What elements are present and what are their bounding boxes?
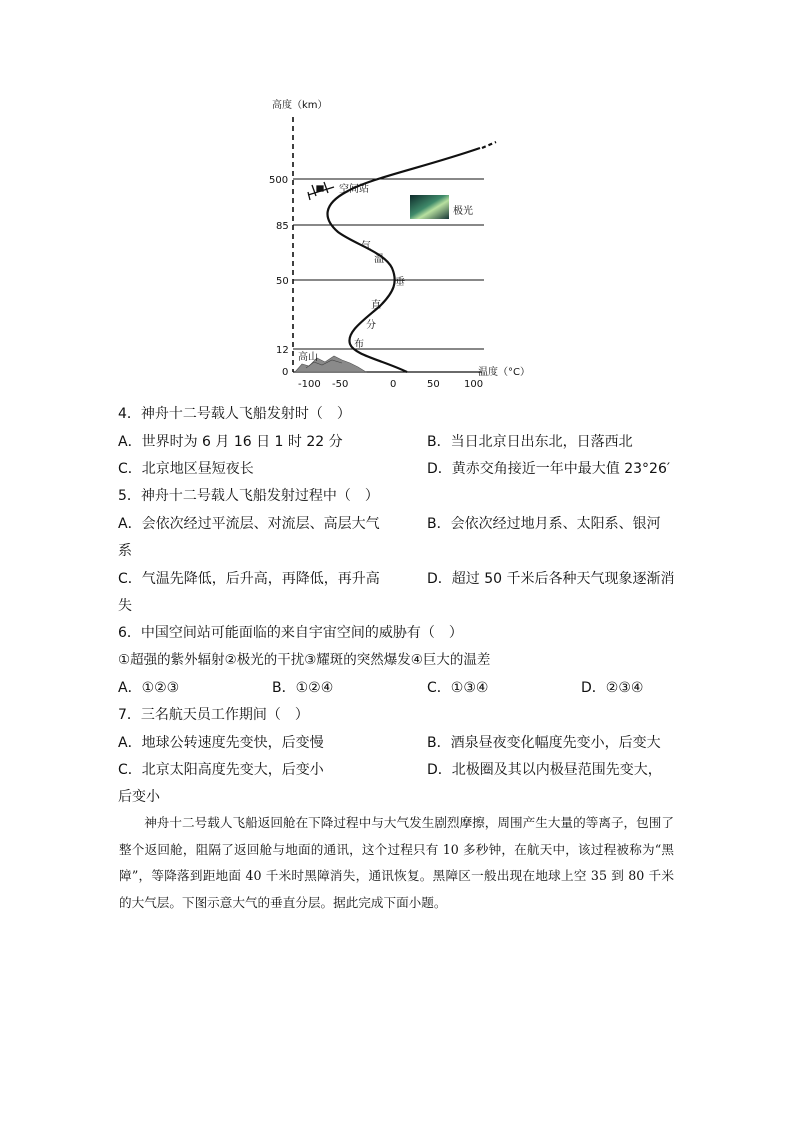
question-4-option-c[interactable]: C．北京地区昼短夜长	[118, 461, 254, 477]
atmosphere-figure	[262, 92, 542, 390]
y-axis-label: 高度（km）	[272, 100, 328, 111]
question-6-option-c[interactable]: C．①③④	[427, 680, 489, 696]
question-4-option-b[interactable]: B．当日北京日出东北，日落西北	[427, 434, 633, 450]
question-7-stem: 7．三名航天员工作期间（ ）	[118, 707, 309, 723]
x-tick-minus100: -100	[298, 379, 321, 390]
mountain-label: 高山	[298, 352, 318, 363]
y-tick-500: 500	[269, 175, 289, 186]
curve-char-1: 气	[361, 241, 371, 252]
question-5-option-c[interactable]: C．气温先降低，后升高，再降低，再升高	[118, 571, 380, 587]
question-5-option-a[interactable]: A．会依次经过平流层、对流层、高层大气	[118, 516, 380, 532]
temperature-curve	[328, 148, 480, 372]
x-axis-label: 温度（°C）	[478, 367, 530, 378]
question-6-option-d[interactable]: D．②③④	[581, 680, 644, 696]
question-6-option-b[interactable]: B．①②④	[272, 680, 334, 696]
curve-extension	[482, 142, 496, 148]
question-5-option-b[interactable]: B．会依次经过地月系、太阳系、银河	[427, 516, 661, 532]
question-5-stem: 5．神舟十二号载人飞船发射过程中（ ）	[118, 488, 379, 504]
x-tick-50: 50	[427, 379, 440, 390]
question-7-option-a[interactable]: A．地球公转速度先变快，后变慢	[118, 735, 324, 751]
space-station-label: 空间站	[339, 184, 369, 195]
curve-char-2: 温	[374, 254, 384, 265]
y-tick-0: 0	[282, 367, 289, 378]
question-6-option-a[interactable]: A．①②③	[118, 680, 180, 696]
y-tick-85: 85	[276, 221, 289, 232]
x-tick-0: 0	[390, 379, 397, 390]
aurora-label: 极光	[453, 206, 473, 217]
question-4-option-d[interactable]: D．黄赤交角接近一年中最大值 23°26′	[427, 461, 671, 477]
reading-passage	[119, 810, 674, 916]
aurora-image	[410, 195, 449, 219]
x-tick-100: 100	[464, 379, 484, 390]
y-tick-12: 12	[276, 345, 289, 356]
curve-char-3: 垂	[395, 277, 405, 288]
question-4-option-a[interactable]: A．世界时为 6 月 16 日 1 时 22 分	[118, 434, 343, 450]
question-5-option-a-cont: 系	[118, 543, 132, 559]
question-7-option-d-cont: 后变小	[118, 789, 160, 805]
question-4-stem: 4．神舟十二号载人飞船发射时（ ）	[118, 406, 351, 422]
y-tick-50: 50	[276, 276, 289, 287]
curve-char-5: 分	[366, 320, 376, 331]
question-7-option-d[interactable]: D．北极圈及其以内极昼范围先变大，	[427, 762, 662, 778]
curve-char-6: 布	[354, 339, 364, 350]
space-station-icon	[308, 182, 334, 200]
question-5-option-d[interactable]: D．超过 50 千米后各种天气现象逐渐消	[427, 571, 675, 587]
question-7-option-b[interactable]: B．酒泉昼夜变化幅度先变小，后变大	[427, 735, 661, 751]
question-6-stem: 6．中国空间站可能面临的来自宇宙空间的威胁有（ ）	[118, 625, 463, 641]
x-tick-minus50: -50	[332, 379, 349, 390]
question-5-option-c-cont: 失	[118, 598, 132, 614]
curve-char-4: 直	[371, 300, 381, 311]
question-7-option-c[interactable]: C．北京太阳高度先变大，后变小	[118, 762, 324, 778]
reading-passage-text: 神舟十二号载人飞船返回舱在下降过程中与大气发生剧烈摩擦，周围产生大量的等离子，包围了整个返回舱，阻隔了返回舱与地面的通讯，这个过程只有 10 多秒钟，在航天中，该过程被称为“黑障”，等降落到距地面 40 千米时黑障消失，通讯恢复。黑障区一般出现在地球上空 35 到 80 千米的大气层。下图示意大气的垂直分层。据此完成下面小题。	[119, 815, 674, 910]
question-6-sub: ①超强的紫外辐射②极光的干扰③耀斑的突然爆发④巨大的温差	[118, 652, 491, 668]
